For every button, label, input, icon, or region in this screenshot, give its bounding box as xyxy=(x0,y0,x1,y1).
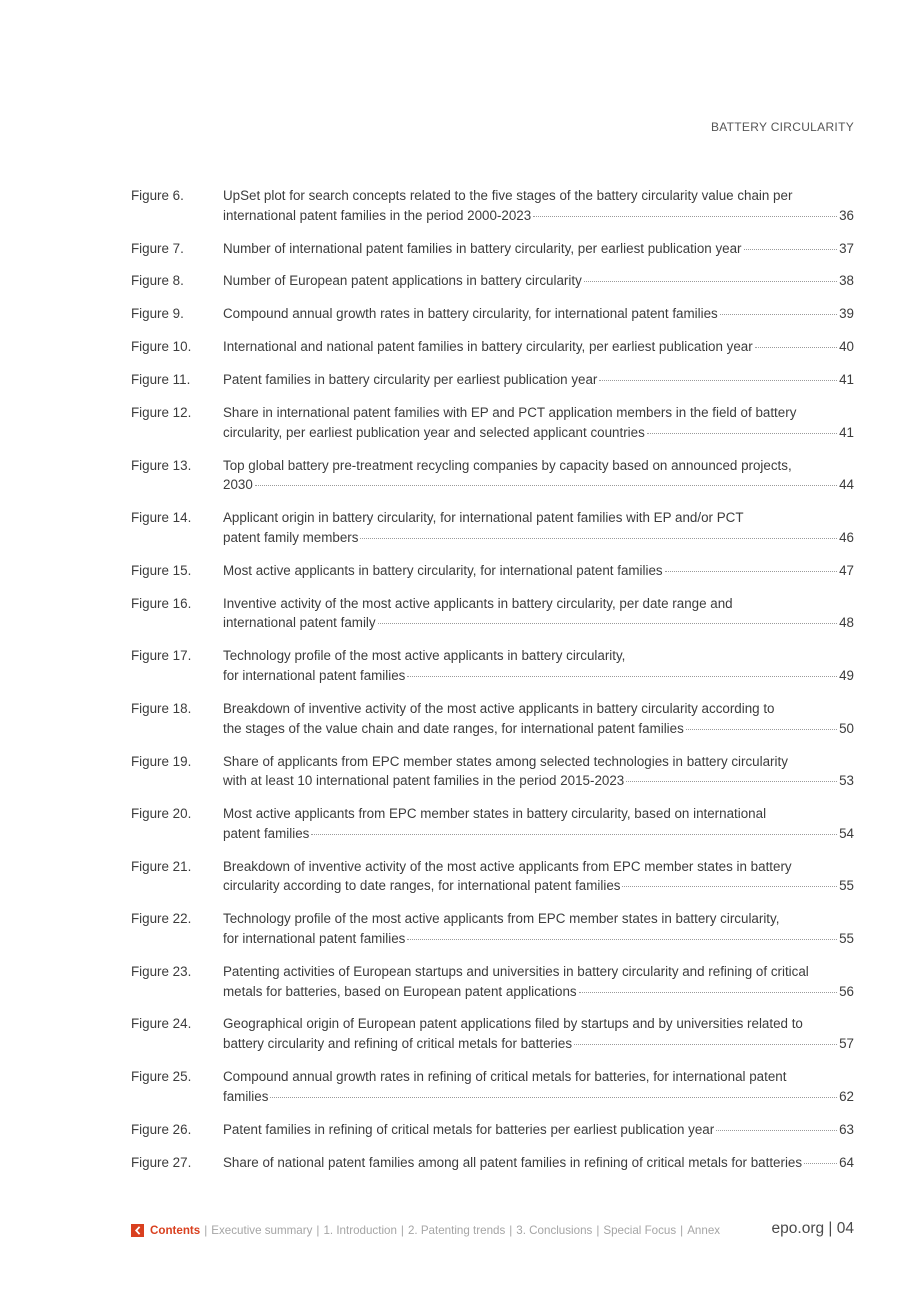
figure-title-text: Number of European patent applications in battery circularity xyxy=(223,273,582,289)
dot-leader xyxy=(622,886,837,887)
figure-label: Figure 7. xyxy=(131,240,184,256)
footer-separator: | xyxy=(596,1224,600,1237)
figure-title-text: the stages of the value chain and date ranges, for international patent families xyxy=(223,720,684,736)
figure-title-line: Patenting activities of European startups and universities in battery circularity and refining of critical xyxy=(223,963,809,979)
figure-title-line: Inventive activity of the most active applicants in battery circularity, per date range and xyxy=(223,595,733,611)
dot-leader xyxy=(407,676,837,677)
figure-title-line: Breakdown of inventive activity of the most active applicants in battery circularity according to xyxy=(223,700,775,716)
dot-leader xyxy=(255,485,837,486)
running-header: BATTERY CIRCULARITY xyxy=(710,120,854,134)
figure-entry-body xyxy=(223,304,854,324)
figure-label: Figure 21. xyxy=(131,858,192,874)
figure-title-text: circularity according to date ranges, for international patent families xyxy=(223,878,621,894)
toc-entry[interactable] xyxy=(131,1120,854,1140)
figure-title-last-line xyxy=(223,666,854,686)
figure-entry-body xyxy=(223,1014,854,1053)
page-number: 38 xyxy=(839,273,854,289)
figure-label: Figure 15. xyxy=(131,562,192,578)
page-number: 49 xyxy=(839,668,854,684)
dot-leader xyxy=(744,249,838,250)
figure-entry-body xyxy=(223,456,854,495)
figure-title-last-line xyxy=(223,206,854,226)
dot-leader xyxy=(626,781,837,782)
toc-entry[interactable] xyxy=(131,699,854,738)
figure-label: Figure 14. xyxy=(131,510,192,526)
figure-entry-body xyxy=(223,962,854,1001)
figure-label: Figure 6. xyxy=(131,188,184,203)
figure-title-last-line xyxy=(223,824,854,844)
figure-title-text: battery circularity and refining of critical metals for batteries xyxy=(223,1036,573,1052)
figure-title-last-line xyxy=(223,1153,854,1173)
dot-leader xyxy=(804,1163,837,1164)
toc-entry[interactable] xyxy=(131,239,854,259)
page-number: 53 xyxy=(839,773,854,789)
dot-leader xyxy=(716,1130,837,1131)
page-number: 63 xyxy=(839,1121,854,1137)
toc-entry[interactable] xyxy=(131,857,854,896)
figure-entry-body xyxy=(223,403,854,442)
figure-title-line: Breakdown of inventive activity of the most active applicants from EPC member states in battery xyxy=(223,858,792,874)
figure-title-last-line xyxy=(223,337,854,357)
footer-separator: | xyxy=(316,1224,320,1237)
dot-leader xyxy=(407,939,837,940)
figure-title-last-line xyxy=(223,423,854,443)
page-number: 47 xyxy=(839,562,854,578)
dot-leader xyxy=(360,538,837,539)
figure-title-last-line xyxy=(223,561,854,581)
figure-title-line: Geographical origin of European patent applications filed by startups and by universities related to xyxy=(223,1016,803,1032)
figure-title-line: Most active applicants from EPC member states in battery circularity, based on international xyxy=(223,806,767,822)
page-number: 50 xyxy=(839,720,854,736)
figure-title-line: Applicant origin in battery circularity, for international patent families with EP and/or PCT xyxy=(223,510,744,526)
figure-title-last-line xyxy=(223,771,854,791)
figure-label: Figure 10. xyxy=(131,339,192,355)
toc-entry[interactable] xyxy=(131,752,854,791)
toc-entry[interactable] xyxy=(131,561,854,581)
chevron-left-icon[interactable] xyxy=(131,1224,144,1237)
figure-label: Figure 18. xyxy=(131,700,192,716)
figure-title-text: families xyxy=(223,1088,269,1104)
page-number: 41 xyxy=(839,372,854,388)
page-number: 39 xyxy=(839,306,854,322)
page-number: 55 xyxy=(839,878,854,894)
footer xyxy=(131,1222,854,1242)
footer-navigation xyxy=(131,1224,720,1237)
toc-entry[interactable] xyxy=(131,962,854,1001)
figure-label: Figure 19. xyxy=(131,753,192,769)
page-number: 55 xyxy=(839,930,854,946)
figure-title-last-line xyxy=(223,1034,854,1054)
dot-leader xyxy=(599,380,837,381)
page-number: 40 xyxy=(839,339,854,355)
dot-leader xyxy=(665,571,837,572)
toc-entry[interactable] xyxy=(131,594,854,633)
figure-title-text: international patent families in the period 2000-2023 xyxy=(223,207,532,223)
figure-label: Figure 23. xyxy=(131,963,192,979)
figure-entry-body xyxy=(223,1067,854,1106)
footer-contents-link[interactable]: Contents xyxy=(150,1224,201,1237)
figure-label: Figure 24. xyxy=(131,1016,192,1032)
figure-title-text: Most active applicants in battery circularity, for international patent families xyxy=(223,562,663,578)
page-number: 46 xyxy=(839,529,854,545)
figure-entry-body xyxy=(223,337,854,357)
page-number: 37 xyxy=(839,240,854,256)
figure-title-line: Share of applicants from EPC member states among selected technologies in battery circularity xyxy=(223,753,788,769)
figure-title-text: Patent families in refining of critical metals for batteries per earliest publication year xyxy=(223,1121,715,1137)
figure-title-last-line xyxy=(223,475,854,495)
figure-label: Figure 8. xyxy=(131,273,184,289)
figure-label: Figure 9. xyxy=(131,306,184,322)
footer-nav-link[interactable]: 2. Patenting trends xyxy=(407,1224,506,1237)
figure-title-text: Patent families in battery circularity per earliest publication year xyxy=(223,372,598,388)
figure-title-text: Compound annual growth rates in battery circularity, for international patent families xyxy=(223,306,718,322)
toc-entry[interactable] xyxy=(131,646,854,685)
figure-title-line: Compound annual growth rates in refining of critical metals for batteries, for international patent xyxy=(223,1069,787,1085)
dot-leader xyxy=(311,834,837,835)
figure-title-line: UpSet plot for search concepts related to the five stages of the battery circularity value chain per xyxy=(223,188,793,203)
page-number: 41 xyxy=(839,424,854,440)
figure-title-text: patent family members xyxy=(223,529,359,545)
figure-title-text: patent families xyxy=(223,825,310,841)
figure-title-last-line xyxy=(223,613,854,633)
footer-separator: | xyxy=(680,1224,684,1237)
dot-leader xyxy=(686,729,837,730)
figure-title-last-line xyxy=(223,719,854,739)
figure-entry-body xyxy=(223,271,854,291)
figure-title-last-line xyxy=(223,528,854,548)
figure-title-text: metals for batteries, based on European patent applications xyxy=(223,983,577,999)
figure-title-last-line xyxy=(223,876,854,896)
footer-separator: | xyxy=(204,1224,208,1237)
footer-nav-link[interactable]: 3. Conclusions xyxy=(516,1224,593,1237)
toc-entry[interactable] xyxy=(131,456,854,495)
footer-nav-link[interactable]: Executive summary xyxy=(211,1224,313,1237)
figure-title-text: Share of national patent families among all patent families in refining of critical metals for batteries xyxy=(223,1154,803,1170)
list-of-figures xyxy=(131,186,854,1185)
toc-entry[interactable] xyxy=(131,403,854,442)
toc-entry[interactable] xyxy=(131,909,854,948)
figure-label: Figure 26. xyxy=(131,1121,192,1137)
figure-title-line: Top global battery pre-treatment recycling companies by capacity based on announced projects, xyxy=(223,457,792,473)
page-number: 62 xyxy=(839,1088,854,1104)
figure-entry-body xyxy=(223,1153,854,1173)
figure-title-last-line xyxy=(223,370,854,390)
dot-leader xyxy=(584,281,837,282)
figure-label: Figure 27. xyxy=(131,1154,192,1170)
figure-label: Figure 16. xyxy=(131,595,192,611)
figure-title-text: International and national patent families in battery circularity, per earliest publication year xyxy=(223,339,753,355)
figure-label: Figure 13. xyxy=(131,457,192,473)
page-number: 56 xyxy=(839,983,854,999)
figure-title-text: international patent family xyxy=(223,615,376,631)
dot-leader xyxy=(579,992,838,993)
figure-title-text: 2030 xyxy=(223,477,253,493)
dot-leader xyxy=(720,314,837,315)
dot-leader xyxy=(378,623,838,624)
figure-entry-body xyxy=(223,239,854,259)
footer-nav-link[interactable]: Annex xyxy=(687,1224,721,1237)
figure-entry-body xyxy=(223,186,854,225)
figure-title-text: for international patent families xyxy=(223,930,406,946)
dot-leader xyxy=(647,433,837,434)
figure-title-text: Number of international patent families in battery circularity, per earliest publication year xyxy=(223,240,742,256)
figure-title-last-line xyxy=(223,239,854,259)
figure-entry-body xyxy=(223,1120,854,1140)
figure-title-text: for international patent families xyxy=(223,668,406,684)
page-number: 57 xyxy=(839,1036,854,1052)
figure-entry-body xyxy=(223,508,854,547)
figure-entry-body xyxy=(223,909,854,948)
figure-title-text: with at least 10 international patent families in the period 2015-2023 xyxy=(223,773,625,789)
figure-label: Figure 25. xyxy=(131,1069,192,1085)
footer-nav-link[interactable]: Special Focus xyxy=(603,1224,677,1237)
figure-title-last-line xyxy=(223,1087,854,1107)
dot-leader xyxy=(574,1044,837,1045)
figure-entry-body xyxy=(223,752,854,791)
toc-entry[interactable] xyxy=(131,1067,854,1106)
figure-title-line: Technology profile of the most active applicants from EPC member states in battery circularity, xyxy=(223,911,780,927)
figure-title-line: Technology profile of the most active applicants in battery circularity, xyxy=(223,648,626,664)
figure-label: Figure 17. xyxy=(131,648,192,664)
figure-label: Figure 22. xyxy=(131,911,192,927)
figure-entry-body xyxy=(223,857,854,896)
dot-leader xyxy=(270,1097,837,1098)
figure-label: Figure 11. xyxy=(131,372,191,388)
figure-entry-body xyxy=(223,699,854,738)
figure-title-last-line xyxy=(223,929,854,949)
figure-title-line: Share in international patent families with EP and PCT application members in the field of battery xyxy=(223,405,797,421)
figure-entry-body xyxy=(223,561,854,581)
toc-entry[interactable] xyxy=(131,337,854,357)
figure-entry-body xyxy=(223,804,854,843)
figure-entry-body xyxy=(223,646,854,685)
page-number: 54 xyxy=(839,825,854,841)
figure-title-last-line xyxy=(223,982,854,1002)
footer-site-page: epo.org | 04 xyxy=(771,1220,854,1237)
figure-entry-body xyxy=(223,370,854,390)
page-number: 44 xyxy=(839,477,854,493)
figure-entry-body xyxy=(223,594,854,633)
toc-entry[interactable] xyxy=(131,271,854,291)
dot-leader xyxy=(755,347,837,348)
page-number: 36 xyxy=(839,207,854,223)
toc-entry[interactable] xyxy=(131,804,854,843)
toc-entry[interactable] xyxy=(131,186,854,225)
toc-entry[interactable] xyxy=(131,304,854,324)
toc-entry[interactable] xyxy=(131,1014,854,1053)
figure-label: Figure 12. xyxy=(131,405,192,421)
page-number: 48 xyxy=(839,615,854,631)
page-number: 64 xyxy=(839,1154,854,1170)
footer-separator: | xyxy=(400,1224,404,1237)
figure-title-last-line xyxy=(223,1120,854,1140)
toc-entry[interactable] xyxy=(131,508,854,547)
footer-nav-link[interactable]: 1. Introduction xyxy=(323,1224,397,1237)
figure-label: Figure 20. xyxy=(131,806,192,822)
figure-title-last-line xyxy=(223,304,854,324)
footer-separator: | xyxy=(509,1224,513,1237)
toc-entry[interactable] xyxy=(131,370,854,390)
dot-leader xyxy=(533,216,837,217)
toc-entry[interactable] xyxy=(131,1153,854,1173)
figure-title-last-line xyxy=(223,271,854,291)
figure-title-text: circularity, per earliest publication year and selected applicant countries xyxy=(223,424,645,440)
